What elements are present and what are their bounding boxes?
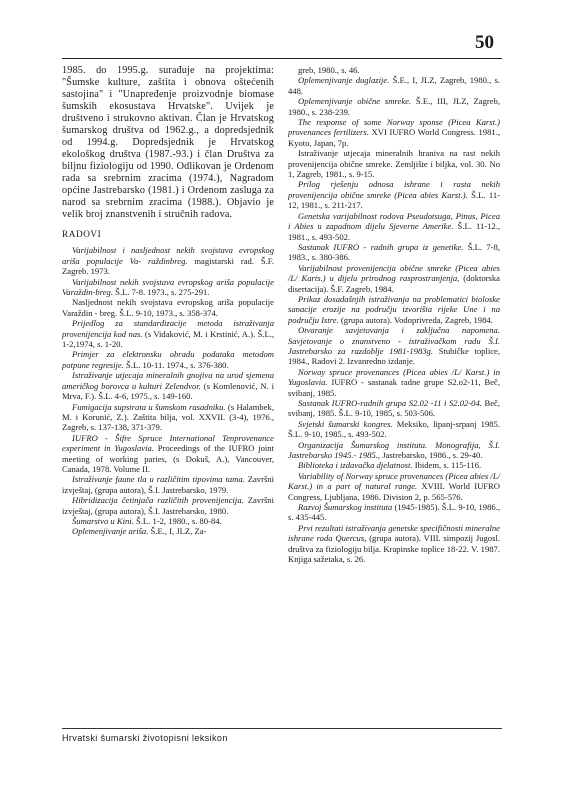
entry-title: Prvi rezultati istraživanja genetske specifičnosti mineralne ishrane roda Quercus, [288,522,500,544]
entry-details: (1945-1985). Š.L. 9-10, 1986., s. 435-445. [288,502,500,523]
entry-details: (doktorska disertacija). Š.F. Zagreb, 1984. [288,273,500,294]
bibliography-entry [288,367,500,398]
bibliography-entry [288,148,500,179]
entry-title: Primjer za elektronsku obradu podataka metodom potpune regresije. [62,349,274,370]
bibliography-entry [288,179,500,210]
entry-details: Proceedings of the IUFRO joint meeting of working paries, (s Dokuš, A.), Vancouver, Canada, 1978. Volume II. [62,443,274,474]
entry-title: Istraživanje faune tla u različitim tipovima tama. [72,474,245,485]
entry-details: Stubičke toplice, 1984., Radovi 2. Izvanredno izdanje. [288,345,501,367]
entry-title: Šumarstvo u Kini. [72,515,134,526]
entry-details: IUFRO - sastanak radne grupe S2.o2-11, Beč, svibanj, 1985. [288,377,500,398]
page-number: 50 [475,32,494,53]
bibliography-entry [288,75,500,96]
bibliography-entry [288,211,500,242]
right-column [288,65,500,565]
bibliography-entry [62,245,274,276]
entry-title: Fumigacija supstrata u šumskom rasadniku. [72,401,226,412]
entry-details: magistarski rad. Š.F. Zagreb. 1973. [62,255,274,277]
entry-details: (grupa autora). Vodoprivreda, Zagreb, 1984. [338,314,493,325]
entry-title: Varijabilnost nekih svojstava evropskog ariša populacije Varaždin-breg. [62,276,274,298]
entry-details: greb, 1980., s. 46. [298,65,360,75]
bibliography-entry [288,419,500,440]
bibliography-entry [62,297,274,318]
entry-details: XVI IUFRO World Congress. 1981., Kyoto, Japan, 7p. [288,127,500,148]
bibliography-entry [288,263,500,294]
biography-text: 1985. do 1995.g. surađuje na projektima: "Šumske kulture, zaštita i obnova oštećenih sastojina" i "Unapređenje proizvodnje biomase šumskih ekosustava Hrvatske". Uvijek je društveno i strukovno aktivan. Član je Hrvatskog šumarskog društva od 1962.g., a dopredsjednik od 1994.g. Dopredsjednik je Hrvatskog ekološkog društva (1987.-93.) i član Društva za biljnu fiziologiju od 1990. Odlikovan je Ordenom rada sa srebrnim zracima (1974.), Nagradom općine Jastrebarsko (1981.) i Ordenom zasluga za narod sa srebrnim zracima (1988.). Objavio je velik broj znanstvenih i stručnih radova. [62,65,274,220]
bibliography-entry [288,65,500,75]
entry-details: Istraživanje utjecaja mineralnih hraniva na rast nekih provenijencija obične smreke. Zemljište i biljka, vol. 30. No 1, Zagreb, 1981., s. 9-15. [288,148,500,180]
bibliography-entry [62,516,274,526]
entry-details: XVIII. World IUFRO Congress, Ljubljana, 1986. Division 2, p. 565-576. [288,481,500,502]
entry-details: (s Komlenović, N. i Mrva, F.). Š.L. 4-6, 1975., s. 149-160. [62,380,274,402]
entry-title: IUFRO - Šifre Spruce International Tenprovenance experiment in Yugoslavia. [62,432,274,454]
entry-details: Š.L. 11-12, 1981., s. 211-217. [288,189,500,211]
bibliography-entry [62,474,274,495]
left-bibliography-list [62,245,274,536]
entry-details: Završni izvještaj, (grupa autora), Š.I. Jastrebarsko, 1980. [62,495,274,516]
left-column [62,65,274,537]
entry-title: Svjetski šumarski kongres. [298,418,393,429]
bibliography-entry [288,440,500,461]
entry-title: Razvoj Šumarskog instituta [298,502,393,513]
entry-title: Norway spruce provenances (Picea abies /L/ Karst.) in Yugoslavia. [288,366,500,388]
footer-text: Hrvatski šumarski životopisni leksikon [62,733,228,743]
entry-details: Meksiko, lipanj-srpanj 1985. Š.L. 9-10, 1985., s. 493-502. [288,418,500,440]
entry-details: (s Vidaković, M. i Krstinić, A.). Š.L., 1-2,1974, s. 1-20. [62,328,275,350]
entry-title: Prikaz dosadašnjih istraživanja na problematici bioloske sanacije erozije na području izvorišta rijeke Une i na području Istre. [288,293,500,325]
bibliography-entry [288,471,500,502]
entry-details: Š.E., I, JLZ, Zagreb, 1980., s. 448. [288,75,501,96]
entry-details: Nasljednost nekih svojstava evropskog ariša populacije Varaždin - breg. Š.L. 9-10, 1973., s. 358-374. [62,297,274,318]
bibliography-entry [288,117,500,148]
entry-title: Sastanak IUFRO-radnih grupa S2.02 -11 i S2.02-04. [298,398,482,408]
entry-details: Š.L. 7-8. 1973., s. 275-291. [113,287,210,298]
entry-details: Š.E., I, JLZ, Za- [148,526,207,537]
entry-title: Otvaranje savjetovanja i zaključna napomena. Savjetovanje o znanstveno - istraživačkom radu Š.I. Jastrebarsko za razdoblje 1981-1983g. [288,325,500,356]
entry-title: Organizacija Šumarskog instituta. Monografija, Š.I. Jastrebarsko 1945.- 1985., [288,439,500,461]
bibliography-entry [288,242,500,263]
bibliography-entry [288,502,500,523]
bottom-rule [62,728,502,729]
bibliography-entry [62,495,274,516]
bibliography-entry [288,460,500,470]
entry-details: Završni izvještaj, (grupa autora), Š.I. Jastrebarsko, 1979. [62,474,274,495]
bibliography-entry [62,349,274,370]
entry-details: Š.L. 7-8, 1983., s. 380-386. [288,241,500,263]
entry-details: Š.L. 1-2, 1980., s. 80-84. [133,515,222,526]
entry-details: Š.L. 10-11. 1974., s. 376-380. [123,359,229,370]
bibliography-entry [62,433,274,475]
bibliography-entry [288,523,500,565]
entry-title: Prilog rješenju odnosa ishrane i rasta nekih provenijencija obične smreke (Picea abies Karst.). [288,179,500,200]
entry-title: Varijabilnost provenijencija obične smreke (Picea abies /L/ Karts.) u dijelu prirodnog rasprostranjenja, [288,262,500,284]
entry-title: Istraživanje utjecaja mineralnih gnojiva na urod sjemena američkog borovca u kulturi Zelendvor. [62,370,274,391]
entry-title: Oplemenjivanje ariša. [72,526,149,537]
entry-title: Prijedlog za standardizacije metoda istraživanja provenijencija kod nas. [62,318,274,339]
bibliography-entry [288,325,500,367]
entry-title: Genetska varijabilnost rodova Pseudotsuga, Pinus, Picea i Abies u zapadnom dijelu Sjeverne Amerike. [288,210,500,232]
entry-details: (s Halambek, M. i Korunić, Z.). Zaštita bilja, vol. XXVII. (3-4), 1976., Zagreb, s. 137-138, 371-379. [62,401,274,433]
entry-details: Š.L. 11-12., 1981., s. 493-502. [288,221,501,242]
entry-title: Oplemenjivanje duglazije. [298,75,390,86]
bibliography-entry [288,398,500,419]
bibliography-entry [288,294,500,325]
entry-title: The response of some Norway sponse (Picea Karst.) provenances fertilizers. [288,117,500,138]
entry-details: (grupa autora). VIII. simpozij Jugosl. društva za fiziologiju bilja. Krapinske toplice 18-22. V. 1987. Knjiga sažetaka, s. 26. [288,533,500,565]
entry-details: Jastrebarsko, 1986., s. 29-40. [380,450,483,461]
entry-title: Oplemenjivanje obične smreke. [298,96,412,107]
section-heading: RADOVI [62,229,102,239]
right-bibliography-list [288,65,500,565]
bibliography-entry [62,318,274,349]
bibliography-entry [62,526,274,536]
entry-details: Ibidem, s. 115-116. [412,460,482,471]
bibliography-entry [62,370,274,401]
entry-title: Variability of Norway spruce provenances (Picea abies /L/ Karst.) in a part of natural range. [288,470,500,492]
bibliography-entry [62,402,274,433]
entry-title: Hibridizacija četinjača različitih provenijencija. [72,495,244,506]
entry-title: Biblioteka i izdavačka djelatnost. [298,460,413,471]
entry-title: Varijabilnost i nasljednost nekih svojstava evropskog ariša populacije Va- raždinbreg. [62,245,274,266]
entry-title: Sastanak IUFRO - radnih grupa iz genetike. [298,241,464,252]
bibliography-entry [62,277,274,298]
entry-details: Beč, svibanj, 1985. Š.L. 9-10, 1985, s. 503-506. [288,398,500,419]
bibliography-entry [288,96,500,117]
top-rule [62,58,502,59]
entry-details: Š.E., III, JLZ, Zagreb, 1980., s. 238-239. [288,96,500,117]
